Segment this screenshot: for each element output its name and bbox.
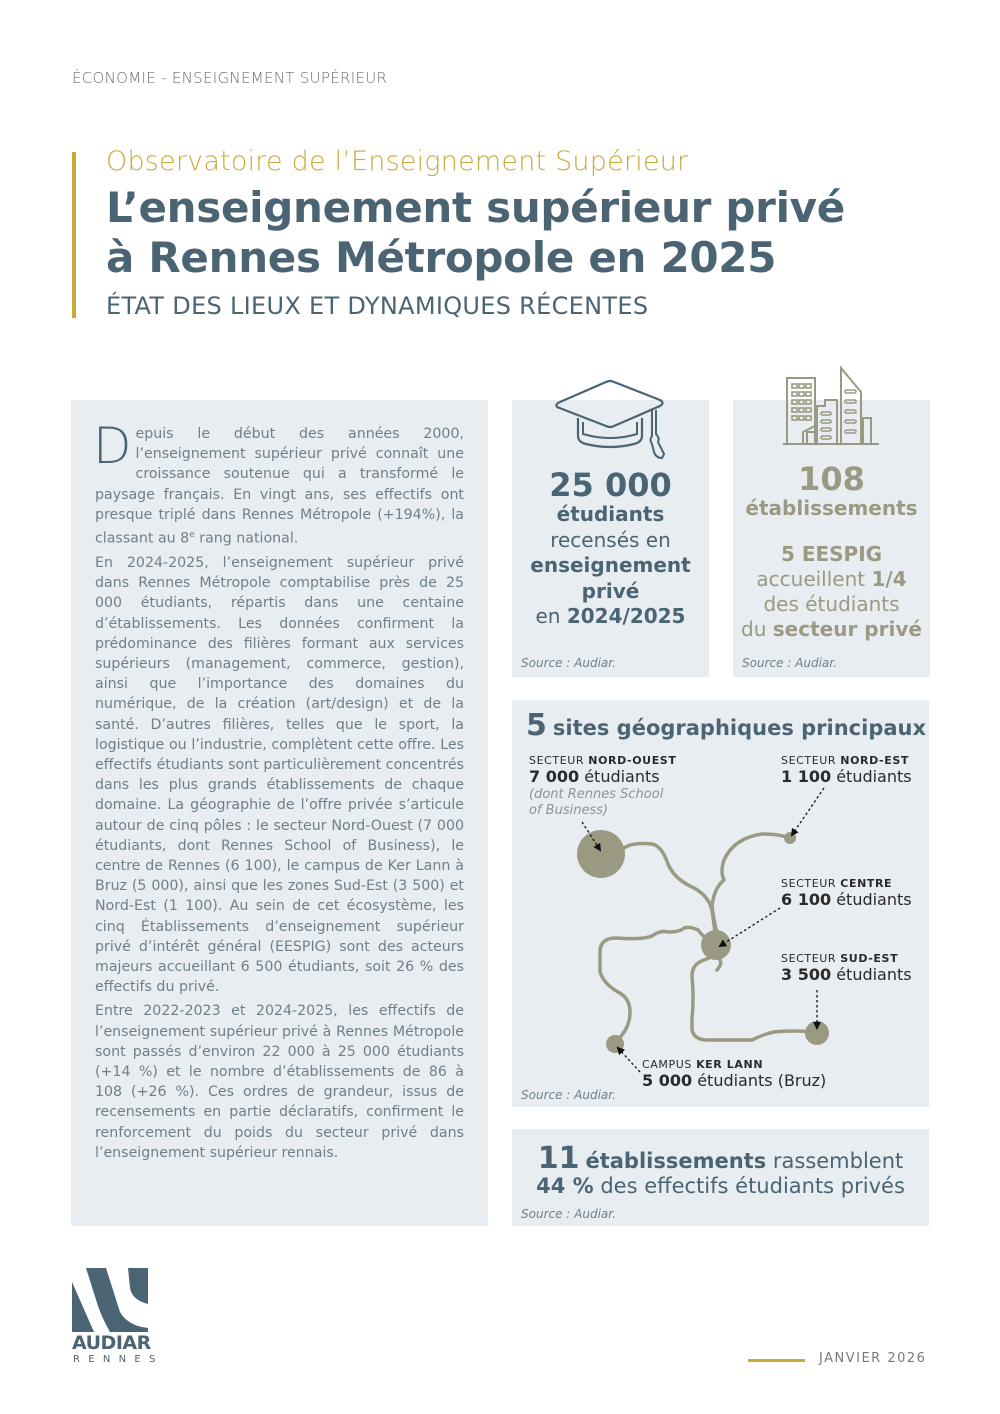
students-description (512, 502, 709, 630)
graduation-cap-icon (552, 374, 672, 464)
highlight-line1 (512, 1141, 929, 1176)
publication-date: JANVIER 2026 (819, 1351, 927, 1366)
route-nordest-centre (712, 834, 792, 938)
sector-label: SECTEUR SUD-EST (781, 952, 899, 965)
source-note: Source : Audiar. (521, 656, 616, 670)
sector-count: 6 100 étudiants (781, 890, 912, 909)
sites-map-panel (512, 700, 929, 1107)
site-marker-nord-ouest (577, 830, 625, 878)
callout-centre (720, 908, 780, 946)
sector-centre (781, 877, 912, 910)
site-marker-ker-lann (606, 1035, 624, 1053)
paragraph-1-text: epuis le début des années 2000, l’enseignement supérieur privé connaît une croissance soutenue qui a transformé le paysage français. En vingt ans, ses effectifs ont presque triplé dans Rennes Métropole (+194%), la classant au 8 (95, 426, 464, 547)
paragraph-1-end: rang national. (194, 530, 299, 547)
sector-count: 7 000 étudiants (529, 767, 660, 786)
logo-wordmark: AUDIAR (72, 1332, 151, 1354)
eespig-line3: des étudiants (763, 592, 900, 616)
eespig-description (733, 542, 930, 642)
paragraph-2: En 2024-2025, l’enseignement supérieur privé dans Rennes Métropole comptabilise près de 25 000 étudiants, répartis dans une centaine d’établissements. Les données confirment la prédominance des filières formant aux services supérieurs (management, commerce, gestion), ainsi que l’importance des domaines du numérique, de la création (art/design) et de la santé. D’autres filières, telles que le sport, la logistique ou l’industrie, complètent cette offre. Les effectifs étudiants sont particulièrement concentrés dans les plus grands établissements de chaque domaine. La géographie de l’offre privée s’articule autour de cinq pôles : le secteur Nord-Ouest (7 000 étudiants, dont Rennes School of Business), le centre de Rennes (6 100), le campus de Ker Lann à Bruz (5 000), ainsi que les zones Sud-Est (3 500) et Nord-Est (1 100). Au sein de cet écosystème, les cinq Établissements d’enseignement supérieur privé d’intérêt général (EESPIG) sont des acteurs majeurs accueillant 6 500 étudiants, soit 26 % des effectifs du privé. (95, 554, 464, 996)
buildings-icon (781, 364, 881, 448)
eespig-line2 (733, 567, 930, 592)
highlight-line2 (512, 1174, 929, 1198)
highlight-rest2: des effectifs étudiants privés (593, 1174, 905, 1198)
students-card (512, 400, 709, 677)
eespig-sector: secteur privé (772, 617, 922, 641)
highlight-number: 11 (537, 1141, 580, 1176)
audiar-logo (72, 1268, 148, 1332)
students-count: 25 000 (549, 466, 672, 504)
highlight-panel (512, 1129, 929, 1226)
students-line2: recensés en (550, 527, 671, 552)
page-title (106, 183, 845, 283)
students-line3: enseignement (530, 553, 691, 577)
sector-label: SECTEUR CENTRE (781, 877, 893, 890)
source-note: Source : Audiar. (742, 656, 837, 670)
students-year: 2024/2025 (566, 604, 686, 628)
students-line5-prefix: en (535, 604, 567, 628)
map-title (526, 708, 926, 743)
establishments-count: 108 (798, 460, 865, 498)
page-title-line1: L’enseignement supérieur privé (106, 183, 845, 232)
eespig-line4 (733, 617, 930, 642)
highlight-bold: établissements (585, 1149, 767, 1173)
eespig-share: 1/4 (871, 567, 907, 591)
sector-count: 3 500 étudiants (781, 965, 912, 984)
establishments-card (733, 400, 930, 677)
sector-count: 5 000 étudiants (Bruz) (642, 1071, 827, 1090)
establishments-label: établissements (745, 496, 918, 520)
map-title-number: 5 (526, 708, 547, 743)
body-text (93, 417, 464, 1167)
footer-accent-line (748, 1359, 805, 1362)
sector-nord-est (781, 754, 912, 787)
sector-nord-ouest (529, 754, 679, 819)
site-marker-centre (701, 930, 731, 960)
route-kerlann-centre (600, 927, 712, 1043)
sector-label: SECTEUR NORD-OUEST (529, 754, 677, 767)
source-note: Source : Audiar. (521, 1088, 616, 1102)
section-category: ÉCONOMIE - ENSEIGNEMENT SUPÉRIEUR (72, 69, 388, 87)
sector-label: CAMPUS KER LANN (642, 1058, 764, 1071)
site-marker-sud-est (805, 1021, 829, 1045)
students-label: étudiants (556, 502, 665, 526)
ordinal-suffix: e (189, 530, 195, 541)
sector-note: (dont Rennes School of Business) (529, 787, 664, 818)
paragraph-1 (93, 417, 464, 549)
students-line5 (512, 604, 709, 630)
page-title-line2: à Rennes Métropole en 2025 (106, 233, 777, 282)
body-text-panel (71, 400, 488, 1226)
highlight-percent: 44 % (536, 1174, 594, 1198)
source-note: Source : Audiar. (521, 1207, 616, 1221)
map-title-text: sites géographiques principaux (552, 716, 927, 740)
observatory-title: Observatoire de l’Enseignement Supérieur (106, 146, 689, 177)
sector-sud-est (781, 952, 912, 985)
sector-count: 1 100 étudiants (781, 767, 912, 786)
site-markers (577, 830, 829, 1053)
title-accent-bar (72, 152, 76, 318)
callout-nord-est (792, 788, 824, 835)
highlight-rest1: rassemblent (766, 1149, 904, 1173)
callout-ker-lann (618, 1048, 640, 1072)
eespig-line4-prefix: du (741, 617, 773, 641)
eespig-count: 5 EESPIG (780, 542, 883, 566)
site-marker-nord-est (784, 832, 796, 844)
page-subtitle: ÉTAT DES LIEUX ET DYNAMIQUES RÉCENTES (106, 292, 649, 320)
paragraph-3: Entre 2022-2023 et 2024-2025, les effectifs de l’enseignement supérieur privé à Rennes Métropole sont passés d’environ 22 000 à 25 000 étudiants (+14 %) et le nombre d’établissements de 86 à 108 (+26 %). Ces ordres de grandeur, issus de recensements en partie déclaratifs, confirment le renforcement du poids du secteur privé dans l’enseignement supérieur rennais. (95, 1003, 464, 1161)
logo-subtitle: RENNES (73, 1354, 164, 1365)
sector-ker-lann (642, 1058, 826, 1091)
sector-label: SECTEUR NORD-EST (781, 754, 909, 767)
drop-cap: D (93, 417, 132, 475)
eespig-line2-prefix: accueillent (756, 567, 872, 591)
students-line4: privé (581, 578, 640, 603)
